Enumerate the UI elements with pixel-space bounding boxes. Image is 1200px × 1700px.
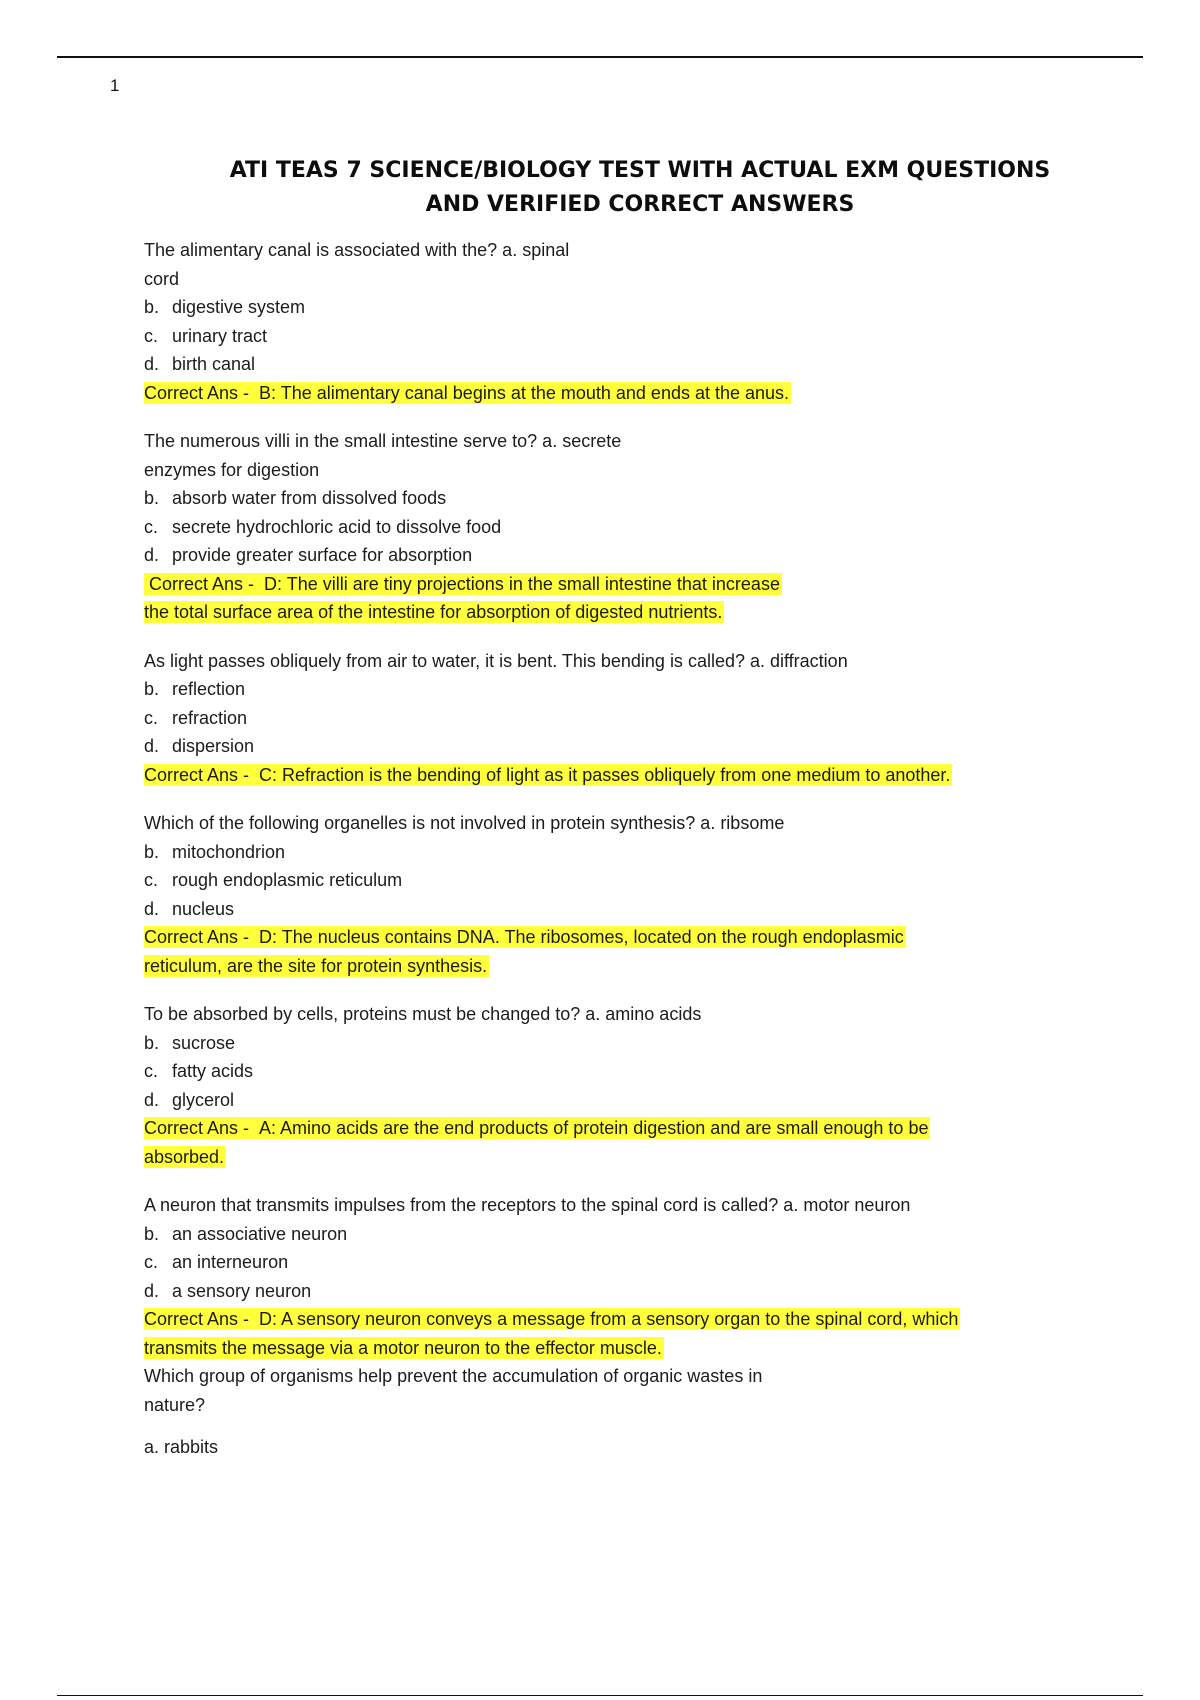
option-text: mitochondrion: [172, 841, 286, 862]
option-letter: b.: [144, 1032, 160, 1053]
correct-answer-label: Correct Ans -: [144, 927, 250, 947]
answer-option: [144, 350, 1044, 379]
option-letter: d.: [144, 1089, 160, 1110]
option-letter: c.: [144, 325, 159, 346]
answer-option: [144, 866, 1044, 895]
correct-answer-text: reticulum, are the site for protein synthesis.: [144, 955, 488, 976]
option-text: provide greater surface for absorption: [172, 545, 473, 565]
answer-option: [144, 322, 1044, 351]
question-text: enzymes for digestion: [144, 459, 320, 480]
option-letter: d.: [144, 736, 160, 756]
option-text: reflection: [172, 679, 246, 699]
option-letter: c.: [144, 516, 159, 537]
option-text: refraction: [172, 707, 248, 728]
correct-answer: [144, 923, 1044, 952]
answer-option: [144, 1277, 1044, 1306]
option-text: fatty acids: [172, 1061, 254, 1081]
correct-answer-text: D: The villi are tiny projections in the small intestine that increase: [264, 573, 780, 594]
correct-answer-text: transmits the message via a motor neuron to the effector muscle.: [144, 1337, 662, 1358]
option-text: birth canal: [172, 354, 256, 374]
option-letter: d.: [144, 1280, 160, 1301]
option-letter: c.: [144, 1061, 159, 1081]
correct-answer-text: D: The nucleus contains DNA. The ribosomes, located on the rough endoplasmic: [259, 927, 904, 947]
question-block: [144, 647, 1044, 790]
answer-option: [144, 704, 1044, 733]
correct-answer: [144, 570, 1044, 599]
correct-answer-text: D: A sensory neuron conveys a message from a sensory organ to the spinal cord, which: [259, 1309, 959, 1329]
answer-option: [144, 1220, 1044, 1249]
option-text: glycerol: [172, 1089, 235, 1110]
answer-option: [144, 1086, 1044, 1115]
answer-option: [144, 484, 1044, 513]
answer-option: [144, 1057, 1044, 1086]
question-text: To be absorbed by cells, proteins must be changed to? a. amino acids: [144, 1004, 702, 1024]
correct-answer-text: B: The alimentary canal begins at the mouth and ends at the anus.: [259, 382, 790, 403]
option-text: dispersion: [172, 736, 255, 756]
answer-option: [144, 1248, 1044, 1277]
correct-answer-label: Correct Ans -: [144, 1118, 250, 1138]
answer-option: [144, 513, 1044, 542]
answer-option: [144, 895, 1044, 924]
answer-option: [144, 838, 1044, 867]
option-letter: d.: [144, 354, 160, 374]
option-text: sucrose: [172, 1032, 236, 1053]
option-letter: c.: [144, 707, 159, 728]
answer-option: [144, 732, 1044, 761]
question-block: [144, 809, 1044, 980]
answer-option: [144, 541, 1044, 570]
question-block: [144, 1362, 1044, 1462]
correct-answer-label: Correct Ans -: [144, 764, 250, 785]
page-number: 1: [110, 76, 120, 95]
question-text: cord: [144, 268, 180, 289]
answer-option: a. rabbits: [144, 1437, 219, 1457]
option-text: secrete hydrochloric acid to dissolve food: [172, 516, 502, 537]
option-text: urinary tract: [172, 325, 268, 346]
question-text: nature?: [144, 1394, 206, 1415]
option-letter: c.: [144, 870, 159, 890]
header-rule: [57, 56, 1143, 58]
question-text: The numerous villi in the small intestine serve to? a. secrete: [144, 431, 622, 451]
option-text: digestive system: [172, 297, 306, 317]
correct-answer-continued: [144, 1143, 1044, 1172]
correct-answer-text: A: Amino acids are the end products of protein digestion and are small enough to be: [259, 1118, 929, 1138]
title-line-2: AND VERIFIED CORRECT ANSWERS: [425, 192, 855, 217]
option-text: a sensory neuron: [172, 1280, 312, 1301]
correct-answer-continued: [144, 952, 1044, 981]
correct-answer-text: C: Refraction is the bending of light as it passes obliquely from one medium to another.: [259, 764, 951, 785]
correct-answer-continued: [144, 1334, 1044, 1363]
question-text: A neuron that transmits impulses from the receptors to the spinal cord is called? a. motor neuron: [144, 1195, 911, 1215]
question-list: [144, 236, 1044, 1462]
question-block: [144, 236, 1044, 407]
correct-answer-label: Correct Ans -: [144, 382, 250, 403]
question-block: [144, 1191, 1044, 1362]
option-letter: b.: [144, 841, 160, 862]
correct-answer-label: Correct Ans -: [144, 1309, 250, 1329]
answer-option: [144, 1029, 1044, 1058]
answer-option: [144, 675, 1044, 704]
question-text: Which group of organisms help prevent the accumulation of organic wastes in: [144, 1366, 763, 1386]
correct-answer-label: Correct Ans -: [149, 573, 255, 594]
title-line-1: ATI TEAS 7 SCIENCE/BIOLOGY TEST WITH ACTUAL EXM QUESTIONS: [229, 158, 1051, 183]
correct-answer-text: the total surface area of the intestine for absorption of digested nutrients.: [144, 602, 723, 622]
document-title: [150, 154, 1130, 222]
option-letter: b.: [144, 679, 160, 699]
correct-answer: [144, 379, 1044, 408]
answer-option: [144, 293, 1044, 322]
option-letter: d.: [144, 898, 160, 919]
question-block: [144, 1000, 1044, 1171]
correct-answer-text: absorbed.: [144, 1146, 225, 1167]
question-text: Which of the following organelles is not involved in protein synthesis? a. ribsome: [144, 813, 785, 833]
option-text: nucleus: [172, 898, 235, 919]
footer-rule: [57, 1695, 1143, 1696]
option-letter: b.: [144, 1223, 160, 1244]
question-text: The alimentary canal is associated with the? a. spinal: [144, 240, 570, 260]
option-letter: c.: [144, 1252, 159, 1272]
option-text: rough endoplasmic reticulum: [172, 870, 403, 890]
option-text: an associative neuron: [172, 1223, 348, 1244]
option-letter: d.: [144, 545, 160, 565]
option-text: absorb water from dissolved foods: [172, 488, 447, 508]
option-letter: b.: [144, 297, 160, 317]
question-block: [144, 427, 1044, 627]
option-letter: b.: [144, 488, 160, 508]
correct-answer: [144, 1114, 1044, 1143]
question-text: As light passes obliquely from air to water, it is bent. This bending is called? a. diffraction: [144, 650, 848, 671]
correct-answer: [144, 761, 1044, 790]
correct-answer: [144, 1305, 1044, 1334]
option-text: an interneuron: [172, 1252, 289, 1272]
correct-answer-continued: [144, 598, 1044, 627]
